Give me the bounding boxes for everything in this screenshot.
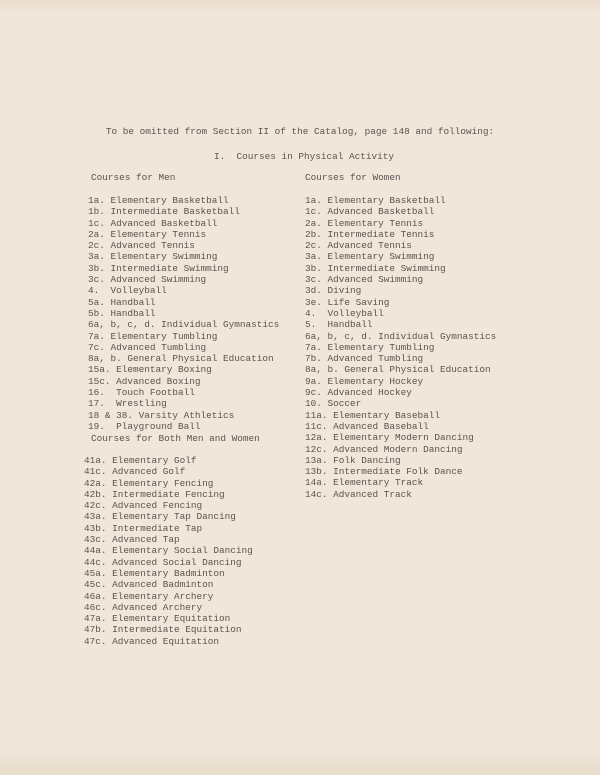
women-column-title: Courses for Women — [305, 172, 401, 183]
course-item: 41c. Advanced Golf — [84, 466, 186, 478]
course-item: 16. Touch Football — [88, 387, 195, 399]
course-item: 19. Playground Ball — [88, 420, 201, 432]
course-item: 43c. Advanced Tap — [84, 534, 180, 546]
course-item: 3b. Intermediate Swimming — [88, 262, 229, 274]
document-heading: To be omitted from Section II of the Catalog, page 148 and following: — [105, 126, 495, 137]
course-item: 12a. Elementary Modern Dancing — [305, 432, 474, 444]
course-item: 42c. Advanced Fencing — [84, 500, 203, 512]
course-item: 13a. Folk Dancing — [305, 454, 401, 466]
course-item: 9c. Advanced Hockey — [305, 387, 412, 399]
course-item: 6a, b, c, d. Individual Gymnastics — [88, 319, 280, 331]
course-item: 3b. Intermediate Swimming — [305, 262, 446, 274]
course-item: 3c. Advanced Swimming — [88, 274, 207, 286]
course-item: 4. Volleyball — [305, 307, 384, 319]
course-item: 11a. Elementary Baseball — [305, 409, 441, 421]
course-item: 7c. Advanced Tumbling — [88, 341, 207, 353]
course-item: 10. Soccer — [305, 398, 362, 410]
course-item: 8a, b. General Physical Education — [88, 353, 274, 365]
course-item: 3e. Life Saving — [305, 296, 390, 308]
course-item: 45c. Advanced Badminton — [84, 579, 214, 591]
course-item: 1c. Advanced Basketball — [88, 217, 218, 229]
course-item: 2c. Advanced Tennis — [88, 240, 195, 252]
men-column-title: Courses for Men — [91, 172, 176, 183]
both-course-list — [84, 455, 253, 647]
course-item: 3a. Elementary Swimming — [305, 251, 435, 263]
course-item: 13b. Intermediate Folk Dance — [305, 466, 463, 478]
course-item: 1b. Intermediate Basketball — [88, 206, 240, 218]
course-item: 43b. Intermediate Tap — [84, 522, 203, 534]
course-item: 5a. Handball — [88, 296, 156, 308]
men-course-list — [88, 195, 279, 432]
course-item: 1a. Elementary Basketball — [88, 195, 229, 206]
course-item: 2c. Advanced Tennis — [305, 240, 412, 252]
course-item: 41a. Elementary Golf — [84, 455, 197, 466]
course-item: 42b. Intermediate Fencing — [84, 488, 225, 500]
course-item: 9a. Elementary Hockey — [305, 375, 424, 387]
course-item: 45a. Elementary Badminton — [84, 567, 225, 579]
course-item: 2a. Elementary Tennis — [305, 217, 424, 229]
course-item: 12c. Advanced Modern Dancing — [305, 443, 463, 455]
course-item: 18 & 38. Varsity Athletics — [88, 409, 235, 421]
course-item: 11c. Advanced Baseball — [305, 420, 429, 432]
both-column-title: Courses for Both Men and Women — [91, 433, 260, 444]
course-item: 15a. Elementary Boxing — [88, 364, 212, 376]
course-item: 15c. Advanced Boxing — [88, 375, 201, 387]
course-item: 5. Handball — [305, 319, 373, 331]
course-item: 46a. Elementary Archery — [84, 590, 214, 602]
course-item: 42a. Elementary Fencing — [84, 477, 214, 489]
women-course-list — [305, 195, 496, 500]
course-item: 6a, b, c, d. Individual Gymnastics — [305, 330, 497, 342]
course-item: 47a. Elementary Equitation — [84, 613, 231, 625]
course-item: 8a, b. General Physical Education — [305, 364, 491, 376]
section-title: I. Courses in Physical Activity — [213, 151, 395, 162]
course-item: 1c. Advanced Basketball — [305, 206, 435, 218]
course-item: 3c. Advanced Swimming — [305, 274, 424, 286]
course-item: 14a. Elementary Track — [305, 477, 424, 489]
course-item: 44c. Advanced Social Dancing — [84, 556, 242, 568]
course-item: 3a. Elementary Swimming — [88, 251, 218, 263]
course-item: 47c. Advanced Equitation — [84, 635, 220, 647]
course-item: 14c. Advanced Track — [305, 488, 412, 500]
course-item: 2b. Intermediate Tennis — [305, 228, 435, 240]
course-item: 17. Wrestling — [88, 398, 167, 410]
course-item: 43a. Elementary Tap Dancing — [84, 511, 236, 523]
course-item: 46c. Advanced Archery — [84, 601, 203, 613]
course-item: 7a. Elementary Tumbling — [88, 330, 218, 342]
course-item: 7a. Elementary Tumbling — [305, 341, 435, 353]
course-item: 44a. Elementary Social Dancing — [84, 545, 253, 557]
course-item: 5b. Handball — [88, 307, 156, 319]
course-item: 3d. Diving — [305, 285, 362, 297]
course-item: 47b. Intermediate Equitation — [84, 624, 242, 636]
course-item: 7b. Advanced Tumbling — [305, 353, 424, 365]
course-item: 2a. Elementary Tennis — [88, 228, 207, 240]
course-item: 4. Volleyball — [88, 285, 167, 297]
course-item: 1a. Elementary Basketball — [305, 195, 446, 206]
